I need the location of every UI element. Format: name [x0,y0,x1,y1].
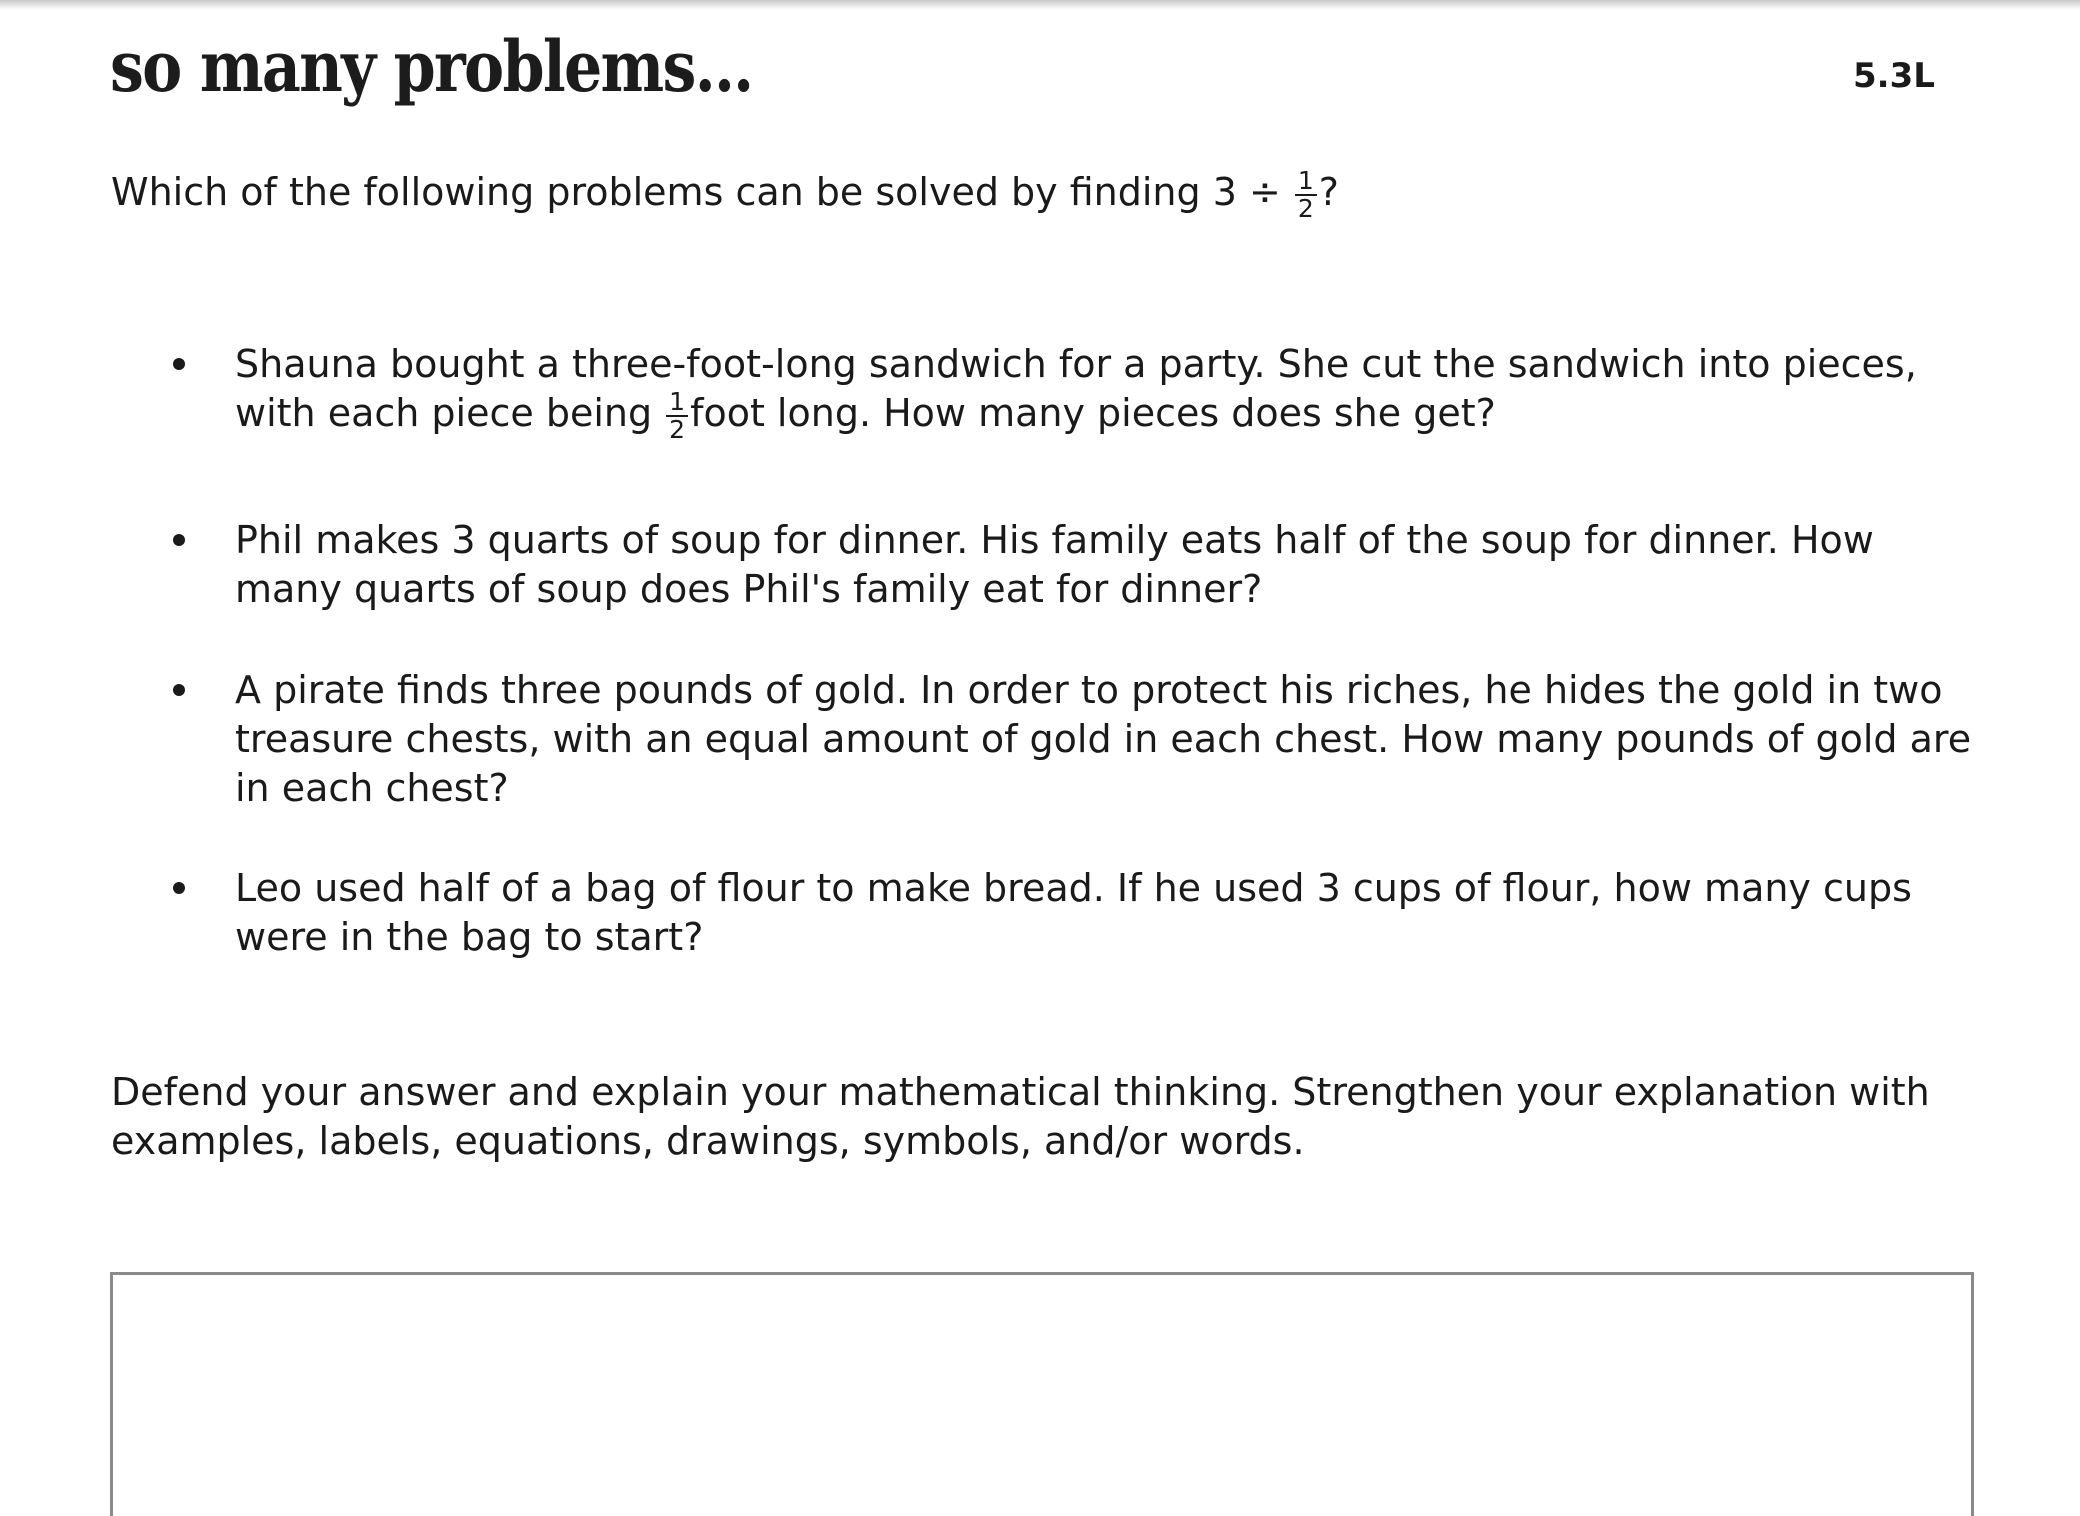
fraction-numerator: 1 [666,390,688,417]
bullet-icon [173,358,185,370]
question-suffix: ? [1318,170,1339,214]
instructions-text: Defend your answer and explain your mathematical thinking. Strengthen your explanation with examples, labels, equations, drawings, symbols, and/or words. [111,1070,1930,1163]
fraction-denominator: 2 [1297,193,1314,223]
bullet-icon [173,534,185,546]
item-text: Shauna bought a three-foot-long sandwich for a party. She cut the sandwich into pieces, with each piece being [235,342,1917,435]
answer-box[interactable] [110,1272,1974,1516]
worksheet-code: 5.3L [1853,56,1935,96]
question-prefix: Which of the following problems can be solved by finding 3 ÷ [111,170,1293,214]
list-item [235,340,1975,442]
question-fraction [1295,165,1317,223]
list-item [235,516,1975,614]
bullet-icon [173,882,185,894]
page-top-edge [0,0,2080,10]
item-text: Leo used half of a bag of flour to make bread. If he used 3 cups of flour, how many cups were in the bag to start? [235,866,1912,959]
question-prompt [111,165,1339,223]
worksheet-title: so many problems... [110,25,753,108]
item-fraction [666,386,688,444]
list-item [235,864,1975,962]
fraction-numerator: 1 [1295,169,1317,196]
item-text: A pirate finds three pounds of gold. In order to protect his riches, he hides the gold in two treasure chests, with an equal amount of gold in each chest. How many pounds of gold are in each chest? [235,668,1972,810]
fraction-denominator: 2 [669,414,686,444]
list-item [235,666,1975,813]
bullet-icon [173,684,185,696]
item-text-after: foot long. How many pieces does she get? [690,391,1496,435]
item-text: Phil makes 3 quarts of soup for dinner. His family eats half of the soup for dinner. How many quarts of soup does Phil's family eat for dinner? [235,518,1874,611]
